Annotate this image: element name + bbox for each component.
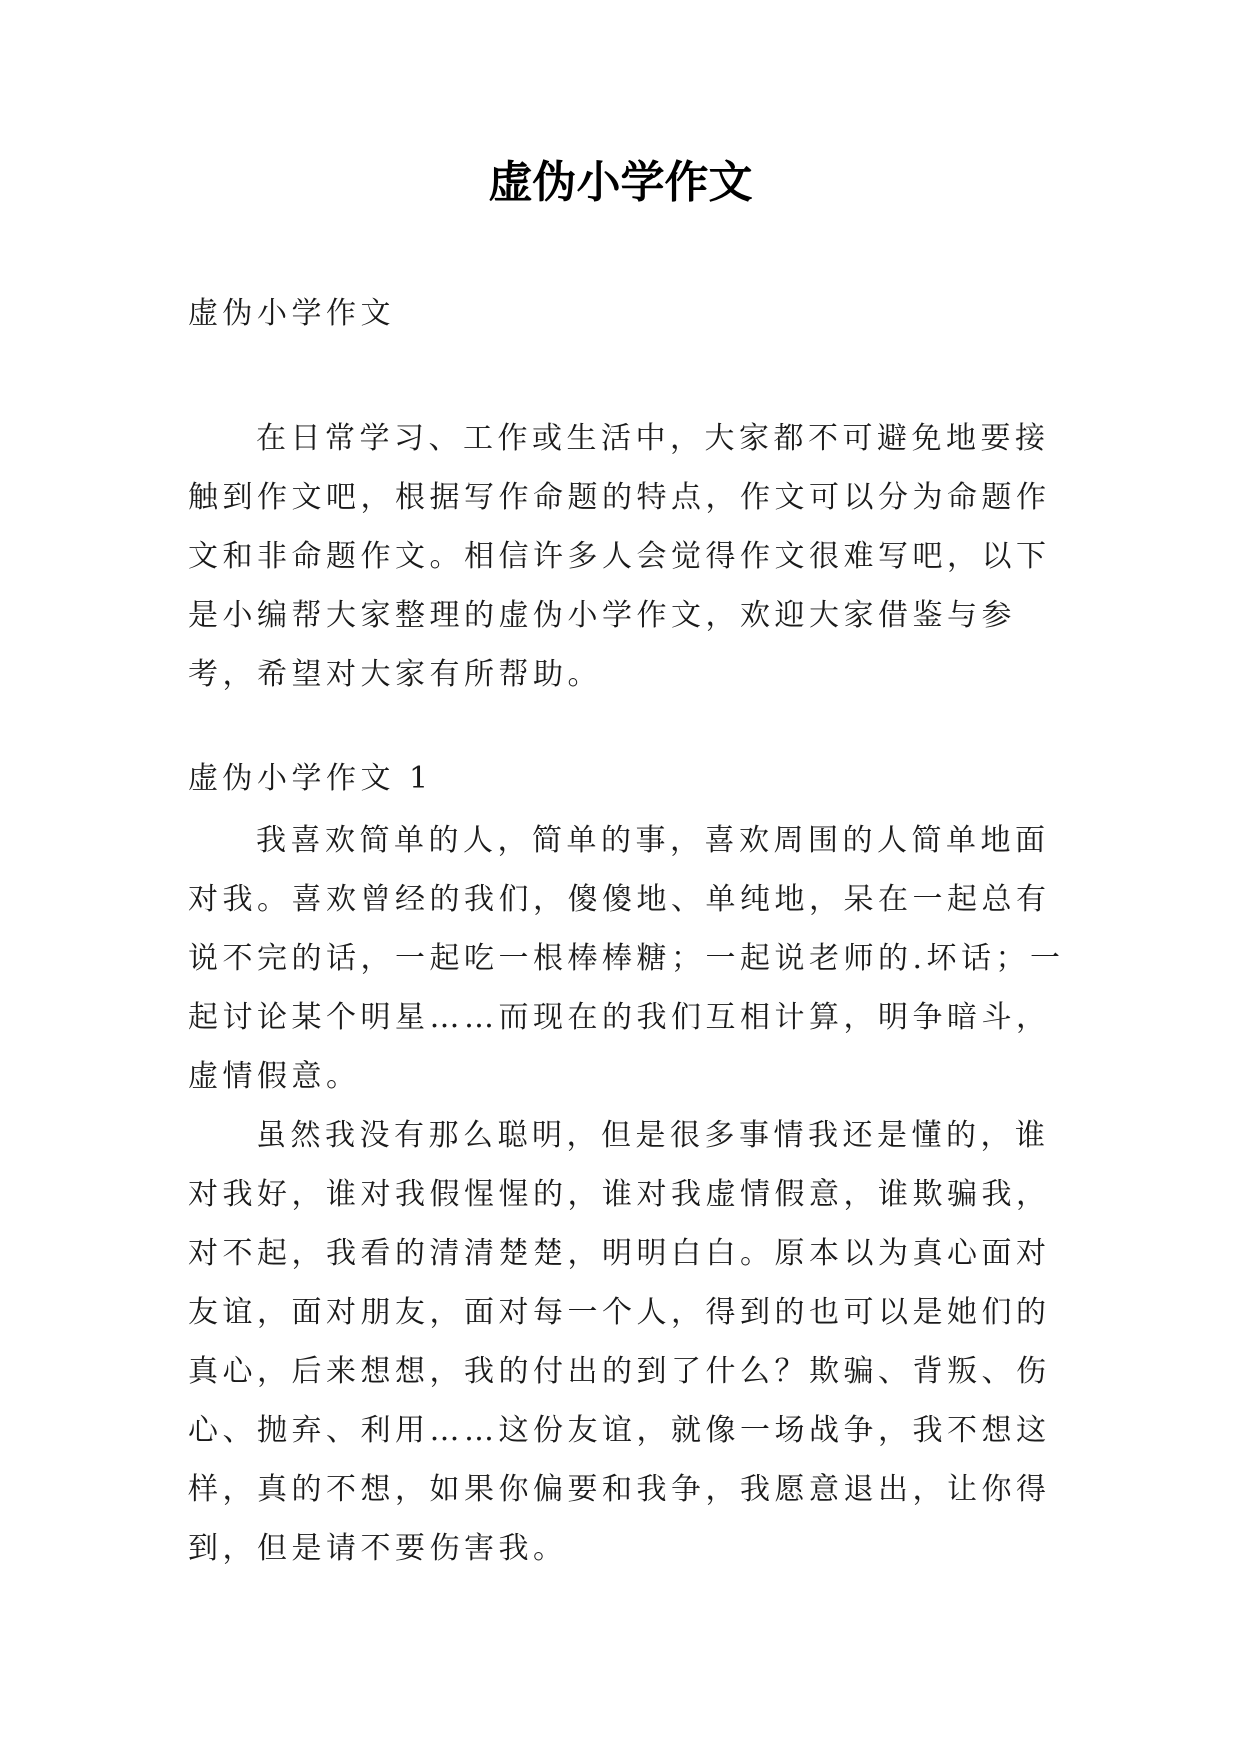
document-title: 虚伪小学作文: [488, 157, 753, 208]
body-paragraph: 我喜欢简单的人，简单的事，喜欢周围的人简单地面对我。喜欢曾经的我们，傻傻地、单纯地，呆在一起总有说不完的话，一起吃一根棒棒糖；一起说老师的.坏话；一起讨论某个明星……而现在的我们互相计算，明争暗斗，虚情假意。: [188, 823, 1065, 1094]
intro-paragraph: 在日常学习、工作或生活中，大家都不可避免地要接触到作文吧，根据写作命题的特点，作文可以分为命题作文和非命题作文。相信许多人会觉得作文很难写吧，以下是小编帮大家整理的虚伪小学作文，欢迎大家借鉴与参考，希望对大家有所帮助。: [188, 421, 1051, 692]
section-body: [188, 811, 1068, 1578]
section-heading: 虚伪小学作文 1: [188, 761, 433, 796]
document-subtitle: 虚伪小学作文: [188, 296, 395, 331]
body-paragraph: 虽然我没有那么聪明，但是很多事情我还是懂的，谁对我好，谁对我假惺惺的，谁对我虚情假意，谁欺骗我，对不起，我看的清清楚楚，明明白白。原本以为真心面对友谊，面对朋友，面对每一个人，得到的也可以是她们的真心，后来想想，我的付出的到了什么？欺骗、背叛、伤心、抛弃、利用……这份友谊，就像一场战争，我不想这样，真的不想，如果你偏要和我争，我愿意退出，让你得到，但是请不要伤害我。: [188, 1118, 1051, 1566]
